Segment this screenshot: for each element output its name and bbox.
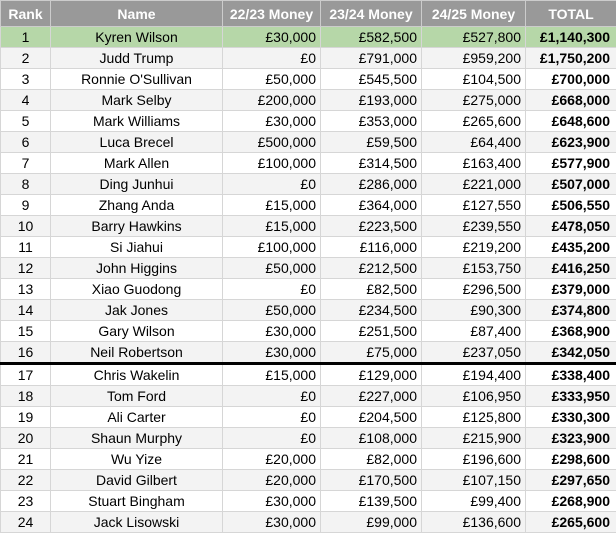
money-2324-cell[interactable]: £82,500 — [321, 279, 422, 300]
total-cell[interactable]: £298,600 — [526, 449, 616, 470]
money-2324-cell[interactable]: £193,000 — [321, 90, 422, 111]
rank-cell[interactable]: 23 — [1, 491, 51, 512]
table-row — [1, 48, 616, 69]
money-2425-cell[interactable]: £265,600 — [422, 111, 526, 132]
money-2223-cell[interactable]: £0 — [223, 174, 321, 195]
table-row — [1, 258, 616, 279]
player-name-cell[interactable]: Si Jiahui — [51, 237, 223, 258]
money-2425-cell[interactable]: £163,400 — [422, 153, 526, 174]
money-2223-cell[interactable]: £500,000 — [223, 132, 321, 153]
table-row — [1, 216, 616, 237]
money-2425-cell[interactable]: £296,500 — [422, 279, 526, 300]
money-2324-cell[interactable]: £82,000 — [321, 449, 422, 470]
money-2324-cell[interactable]: £204,500 — [321, 407, 422, 428]
money-2324-cell[interactable]: £353,000 — [321, 111, 422, 132]
money-2425-cell[interactable]: £104,500 — [422, 69, 526, 90]
money-2324-cell[interactable]: £582,500 — [321, 27, 422, 48]
total-cell[interactable]: £297,650 — [526, 470, 616, 491]
money-2223-cell[interactable]: £30,000 — [223, 342, 321, 364]
money-2223-cell[interactable]: £15,000 — [223, 195, 321, 216]
total-cell[interactable]: £379,000 — [526, 279, 616, 300]
money-2425-cell[interactable]: £237,050 — [422, 342, 526, 364]
rank-cell[interactable]: 20 — [1, 428, 51, 449]
total-cell[interactable]: £265,600 — [526, 512, 616, 533]
total-cell[interactable]: £478,050 — [526, 216, 616, 237]
money-2425-cell[interactable]: £221,000 — [422, 174, 526, 195]
money-2324-cell[interactable]: £75,000 — [321, 342, 422, 364]
table-row — [1, 342, 616, 364]
money-2223-cell[interactable]: £30,000 — [223, 491, 321, 512]
money-2324-cell[interactable]: £314,500 — [321, 153, 422, 174]
money-2223-cell[interactable]: £0 — [223, 386, 321, 407]
money-2425-cell[interactable]: £959,200 — [422, 48, 526, 69]
money-2223-cell[interactable]: £50,000 — [223, 69, 321, 90]
total-cell[interactable]: £648,600 — [526, 111, 616, 132]
table-row — [1, 279, 616, 300]
header-rank[interactable]: Rank — [1, 1, 51, 27]
money-2324-cell[interactable]: £286,000 — [321, 174, 422, 195]
table-row — [1, 69, 616, 90]
money-2223-cell[interactable]: £30,000 — [223, 27, 321, 48]
rank-cell[interactable]: 15 — [1, 321, 51, 342]
table-body — [1, 27, 616, 533]
total-cell[interactable]: £623,900 — [526, 132, 616, 153]
header-2324-money[interactable]: 23/24 Money — [321, 1, 422, 27]
total-cell[interactable]: £435,200 — [526, 237, 616, 258]
money-2324-cell[interactable]: £116,000 — [321, 237, 422, 258]
money-2223-cell[interactable]: £30,000 — [223, 321, 321, 342]
money-2324-cell[interactable]: £59,500 — [321, 132, 422, 153]
table-row — [1, 407, 616, 428]
rank-cell[interactable]: 8 — [1, 174, 51, 195]
money-2223-cell[interactable]: £0 — [223, 48, 321, 69]
total-cell[interactable]: £506,550 — [526, 195, 616, 216]
table-row — [1, 428, 616, 449]
money-2324-cell[interactable]: £791,000 — [321, 48, 422, 69]
player-name-cell[interactable]: John Higgins — [51, 258, 223, 279]
total-cell[interactable]: £1,750,200 — [526, 48, 616, 69]
money-2425-cell[interactable]: £219,200 — [422, 237, 526, 258]
money-2223-cell[interactable]: £0 — [223, 407, 321, 428]
total-cell[interactable]: £416,250 — [526, 258, 616, 279]
rank-cell[interactable]: 13 — [1, 279, 51, 300]
rank-cell[interactable]: 10 — [1, 216, 51, 237]
money-2324-cell[interactable]: £545,500 — [321, 69, 422, 90]
table-row — [1, 321, 616, 342]
rank-cell[interactable]: 14 — [1, 300, 51, 321]
table-row — [1, 470, 616, 491]
total-cell[interactable]: £330,300 — [526, 407, 616, 428]
money-2324-cell[interactable]: £139,500 — [321, 491, 422, 512]
money-2223-cell[interactable]: £20,000 — [223, 449, 321, 470]
table-row — [1, 174, 616, 195]
player-name-cell[interactable]: Luca Brecel — [51, 132, 223, 153]
money-2425-cell[interactable]: £107,150 — [422, 470, 526, 491]
rank-cell[interactable]: 21 — [1, 449, 51, 470]
total-cell[interactable]: £368,900 — [526, 321, 616, 342]
money-2324-cell[interactable]: £129,000 — [321, 364, 422, 386]
player-name-cell[interactable]: Ding Junhui — [51, 174, 223, 195]
total-cell[interactable]: £374,800 — [526, 300, 616, 321]
player-name-cell[interactable]: Mark Williams — [51, 111, 223, 132]
money-2324-cell[interactable]: £364,000 — [321, 195, 422, 216]
rank-cell[interactable]: 11 — [1, 237, 51, 258]
player-name-cell[interactable]: Kyren Wilson — [51, 27, 223, 48]
player-name-cell[interactable]: Jak Jones — [51, 300, 223, 321]
player-name-cell[interactable]: David Gilbert — [51, 470, 223, 491]
table-row — [1, 512, 616, 533]
money-2223-cell[interactable]: £200,000 — [223, 90, 321, 111]
money-2223-cell[interactable]: £15,000 — [223, 216, 321, 237]
player-name-cell[interactable]: Mark Allen — [51, 153, 223, 174]
total-cell[interactable]: £507,000 — [526, 174, 616, 195]
player-name-cell[interactable]: Neil Robertson — [51, 342, 223, 364]
header-name[interactable]: Name — [51, 1, 223, 27]
player-name-cell[interactable]: Barry Hawkins — [51, 216, 223, 237]
total-cell[interactable]: £333,950 — [526, 386, 616, 407]
money-2324-cell[interactable]: £170,500 — [321, 470, 422, 491]
player-name-cell[interactable]: Chris Wakelin — [51, 364, 223, 386]
total-cell[interactable]: £342,050 — [526, 342, 616, 364]
money-2223-cell[interactable]: £30,000 — [223, 111, 321, 132]
player-name-cell[interactable]: Judd Trump — [51, 48, 223, 69]
total-cell[interactable]: £338,400 — [526, 364, 616, 386]
total-cell[interactable]: £268,900 — [526, 491, 616, 512]
player-name-cell[interactable]: Tom Ford — [51, 386, 223, 407]
money-2324-cell[interactable]: £108,000 — [321, 428, 422, 449]
money-2223-cell[interactable]: £15,000 — [223, 364, 321, 386]
table-row — [1, 491, 616, 512]
rank-cell[interactable]: 19 — [1, 407, 51, 428]
table-row — [1, 90, 616, 111]
money-2425-cell[interactable]: £99,400 — [422, 491, 526, 512]
money-2425-cell[interactable]: £527,800 — [422, 27, 526, 48]
total-cell[interactable]: £323,900 — [526, 428, 616, 449]
money-2223-cell[interactable]: £20,000 — [223, 470, 321, 491]
player-name-cell[interactable]: Gary Wilson — [51, 321, 223, 342]
header-2425-money[interactable]: 24/25 Money — [422, 1, 526, 27]
money-2425-cell[interactable]: £87,400 — [422, 321, 526, 342]
total-cell[interactable]: £700,000 — [526, 69, 616, 90]
table-row — [1, 449, 616, 470]
table-row — [1, 386, 616, 407]
money-2425-cell[interactable]: £239,550 — [422, 216, 526, 237]
money-2425-cell[interactable]: £153,750 — [422, 258, 526, 279]
player-name-cell[interactable]: Ali Carter — [51, 407, 223, 428]
rank-cell[interactable]: 6 — [1, 132, 51, 153]
rank-cell[interactable]: 3 — [1, 69, 51, 90]
money-2425-cell[interactable]: £196,600 — [422, 449, 526, 470]
table-row — [1, 27, 616, 48]
player-name-cell[interactable]: Zhang Anda — [51, 195, 223, 216]
player-name-cell[interactable]: Jack Lisowski — [51, 512, 223, 533]
table-row — [1, 237, 616, 258]
money-2324-cell[interactable]: £234,500 — [321, 300, 422, 321]
table-row — [1, 195, 616, 216]
total-cell[interactable]: £668,000 — [526, 90, 616, 111]
player-name-cell[interactable]: Wu Yize — [51, 449, 223, 470]
rank-cell[interactable]: 5 — [1, 111, 51, 132]
table-row — [1, 153, 616, 174]
money-2324-cell[interactable]: £223,500 — [321, 216, 422, 237]
money-2425-cell[interactable]: £125,800 — [422, 407, 526, 428]
money-2425-cell[interactable]: £215,900 — [422, 428, 526, 449]
total-cell[interactable]: £1,140,300 — [526, 27, 616, 48]
header-total[interactable]: TOTAL — [526, 1, 616, 27]
rank-cell[interactable]: 1 — [1, 27, 51, 48]
table-row — [1, 300, 616, 321]
money-2223-cell[interactable]: £50,000 — [223, 258, 321, 279]
rank-cell[interactable]: 24 — [1, 512, 51, 533]
player-name-cell[interactable]: Stuart Bingham — [51, 491, 223, 512]
player-name-cell[interactable]: Mark Selby — [51, 90, 223, 111]
header-row — [1, 1, 616, 27]
rank-cell[interactable]: 16 — [1, 342, 51, 364]
rank-cell[interactable]: 22 — [1, 470, 51, 491]
money-2324-cell[interactable]: £99,000 — [321, 512, 422, 533]
money-2223-cell[interactable]: £100,000 — [223, 153, 321, 174]
money-2223-cell[interactable]: £100,000 — [223, 237, 321, 258]
money-2425-cell[interactable]: £275,000 — [422, 90, 526, 111]
table-row — [1, 364, 616, 386]
money-2223-cell[interactable]: £0 — [223, 428, 321, 449]
money-2324-cell[interactable]: £227,000 — [321, 386, 422, 407]
rank-cell[interactable]: 17 — [1, 364, 51, 386]
player-name-cell[interactable]: Xiao Guodong — [51, 279, 223, 300]
money-2425-cell[interactable]: £127,550 — [422, 195, 526, 216]
money-2425-cell[interactable]: £64,400 — [422, 132, 526, 153]
rank-cell[interactable]: 9 — [1, 195, 51, 216]
money-2223-cell[interactable]: £30,000 — [223, 512, 321, 533]
rank-cell[interactable]: 4 — [1, 90, 51, 111]
player-name-cell[interactable]: Shaun Murphy — [51, 428, 223, 449]
total-cell[interactable]: £577,900 — [526, 153, 616, 174]
money-2223-cell[interactable]: £0 — [223, 279, 321, 300]
money-2425-cell[interactable]: £194,400 — [422, 364, 526, 386]
rank-cell[interactable]: 2 — [1, 48, 51, 69]
money-2425-cell[interactable]: £90,300 — [422, 300, 526, 321]
money-2425-cell[interactable]: £136,600 — [422, 512, 526, 533]
rank-cell[interactable]: 7 — [1, 153, 51, 174]
money-2324-cell[interactable]: £212,500 — [321, 258, 422, 279]
player-name-cell[interactable]: Ronnie O'Sullivan — [51, 69, 223, 90]
header-2223-money[interactable]: 22/23 Money — [223, 1, 321, 27]
money-2425-cell[interactable]: £106,950 — [422, 386, 526, 407]
table-row — [1, 111, 616, 132]
rank-cell[interactable]: 18 — [1, 386, 51, 407]
money-2223-cell[interactable]: £50,000 — [223, 300, 321, 321]
money-2324-cell[interactable]: £251,500 — [321, 321, 422, 342]
rank-cell[interactable]: 12 — [1, 258, 51, 279]
table-row — [1, 132, 616, 153]
